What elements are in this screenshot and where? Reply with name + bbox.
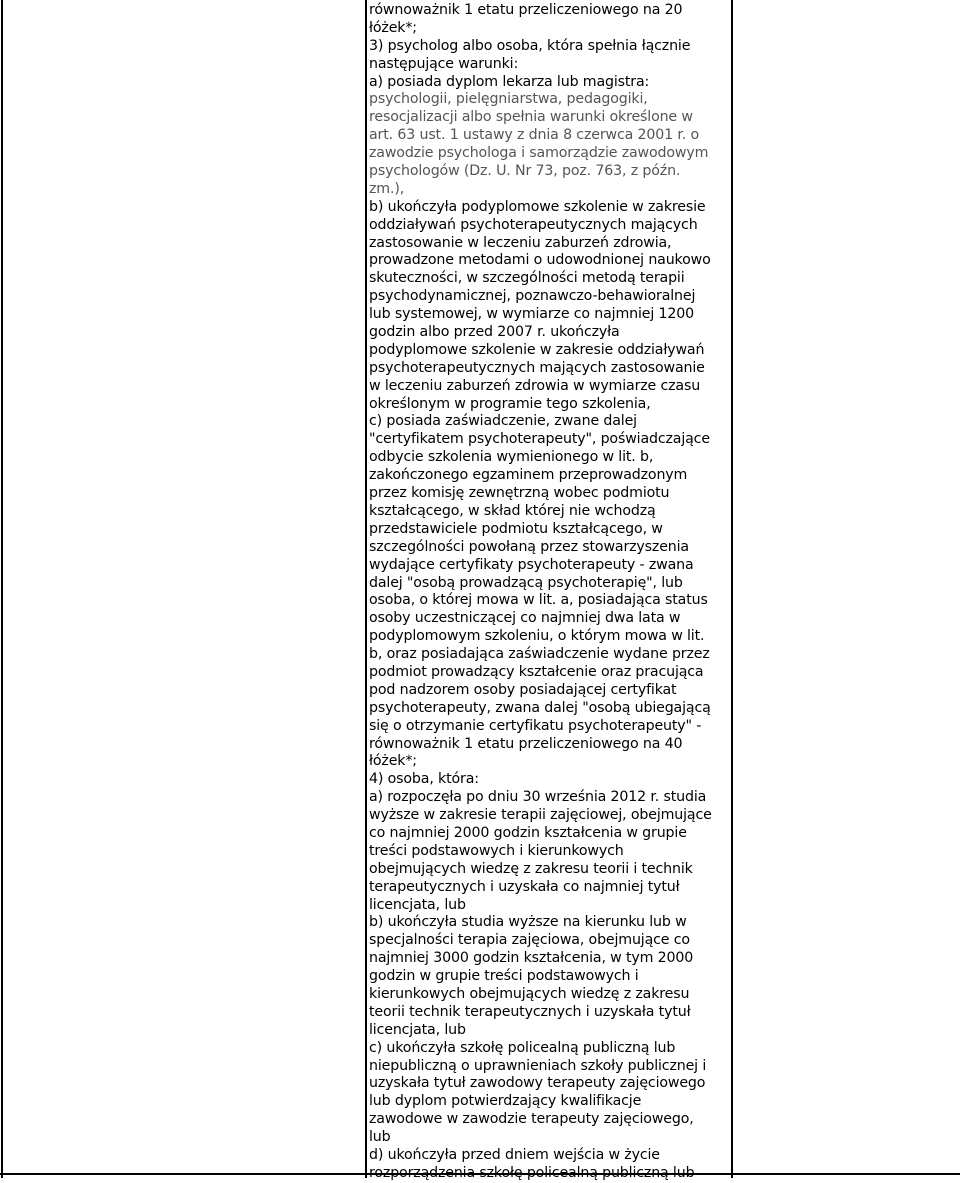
text-line: łóżek*; [369, 753, 417, 770]
text-line: podyplomowym szkoleniu, o którym mowa w lit. [369, 628, 705, 645]
text-line: kształcącego, w skład której nie wchodzą [369, 502, 656, 519]
text-line: terapeutycznych i uzyskała co najmniej tytuł [369, 878, 680, 895]
text-line: oddziaływań psychoterapeutycznych mających [369, 216, 698, 233]
text-line: lub [369, 1129, 391, 1146]
text-line: równoważnik 1 etatu przeliczeniowego na 40 [369, 735, 683, 752]
text-line: zakończonego egzaminem przeprowadzonym [369, 467, 688, 484]
text-line: b) ukończyła podyplomowe szkolenie w zakresie [369, 198, 706, 215]
text-line: 4) osoba, która: [369, 771, 479, 788]
table-border-col2 [731, 0, 733, 1178]
text-line: osoba, o której mowa w lit. a, posiadająca status [369, 592, 708, 609]
text-line: skuteczności, w szczególności metodą terapii [369, 270, 685, 287]
text-line: zm.), [369, 180, 405, 197]
text-line: się o otrzymanie certyfikatu psychoterapeuty" - [369, 717, 702, 734]
text-line: pod nadzorem osoby posiadającej certyfikat [369, 681, 677, 698]
text-line: specjalności terapia zajęciowa, obejmujące co [369, 932, 690, 949]
text-line: psychodynamicznej, poznawczo-behawioralnej [369, 288, 696, 305]
text-line: psychologii, pielęgniarstwa, pedagogiki, [369, 91, 648, 108]
text-line: lub dyplom potwierdzający kwalifikacje [369, 1093, 642, 1110]
text-line: kierunkowych obejmujących wiedzę z zakresu [369, 985, 690, 1002]
text-line: odbycie szkolenia wymienionego w lit. b, [369, 449, 654, 466]
text-line: lub systemowej, w wymiarze co najmniej 1200 [369, 306, 695, 323]
text-line: b) ukończyła studia wyższe na kierunku lub w [369, 914, 687, 931]
text-line: psychoterapeuty, zwana dalej "osobą ubiegającą [369, 699, 711, 716]
text-line: osoby uczestniczącej co najmniej dwa lata w [369, 610, 681, 627]
text-line: d) ukończyła przed dniem wejścia w życie [369, 1147, 660, 1163]
text-line: resocjalizacji albo spełnia warunki określone w [369, 109, 693, 126]
text-line: przedstawiciele podmiotu kształcącego, w [369, 520, 663, 537]
text-line: licencjata, lub [369, 896, 466, 913]
text-line: "certyfikatem psychoterapeuty", poświadczające [369, 431, 710, 448]
text-line: łóżek*; [369, 19, 417, 36]
table-border-left [1, 0, 3, 1178]
text-line: godzin w grupie treści podstawowych i [369, 968, 639, 985]
text-line: najmniej 3000 godzin kształcenia, w tym 2000 [369, 950, 694, 967]
text-line: co najmniej 2000 godzin kształcenia w grupie [369, 824, 687, 841]
text-line: uzyskała tytuł zawodowy terapeuty zajęciowego [369, 1075, 706, 1092]
text-line: 3) psycholog albo osoba, która spełnia łącznie [369, 37, 691, 54]
text-line: a) rozpoczęła po dniu 30 września 2012 r. studia [369, 789, 707, 806]
text-line: zawodowe w zawodzie terapeuty zajęciowego, [369, 1111, 694, 1128]
text-line: psychoterapeutycznych mających zastosowanie [369, 359, 705, 376]
text-line: teorii technik terapeutycznych i uzyskała tytuł [369, 1003, 691, 1020]
text-line: wyższe w zakresie terapii zajęciowej, obejmujące [369, 807, 712, 824]
text-line: licencjata, lub [369, 1021, 466, 1038]
text-line: zastosowanie w leczeniu zaburzeń zdrowia, [369, 234, 672, 251]
text-line: wydające certyfikaty psychoterapeuty - zwana [369, 556, 694, 573]
text-line: przez komisję zewnętrzną wobec podmiotu [369, 485, 670, 502]
text-line: godzin albo przed 2007 r. ukończyła [369, 324, 620, 341]
text-line: prowadzone metodami o udowodnionej naukowo [369, 252, 711, 269]
text-line: podmiot prowadzący kształcenie oraz pracująca [369, 663, 704, 680]
table-border-col1 [365, 0, 367, 1178]
text-line: równoważnik 1 etatu przeliczeniowego na 20 [369, 2, 683, 18]
text-line: dalej "osobą prowadzącą psychoterapię", lub [369, 574, 683, 591]
text-line: określonym w programie tego szkolenia, [369, 395, 651, 412]
text-line: treści podstawowych i kierunkowych [369, 842, 624, 859]
text-line: art. 63 ust. 1 ustawy z dnia 8 czerwca 2001 r. o [369, 127, 700, 144]
text-line: niepubliczną o uprawnieniach szkoły publicznej i [369, 1057, 707, 1074]
text-line: obejmujących wiedzę z zakresu teorii i technik [369, 860, 693, 877]
table-cell-requirements-text [369, 2, 731, 1183]
text-line: zawodzie psychologa i samorządzie zawodowym [369, 145, 709, 162]
text-line: rozporządzenia szkołę policealną publiczną lub [369, 1164, 695, 1181]
text-line: b, oraz posiadająca zaświadczenie wydane przez [369, 646, 710, 663]
text-line: następujące warunki: [369, 55, 519, 72]
text-line: szczególności powołaną przez stowarzyszenia [369, 538, 689, 555]
text-line: c) posiada zaświadczenie, zwane dalej [369, 413, 637, 430]
text-line: a) posiada dyplom lekarza lub magistra: [369, 73, 650, 90]
text-line: c) ukończyła szkołę policealną publiczną lub [369, 1039, 676, 1056]
text-line: psychologów (Dz. U. Nr 73, poz. 763, z późn. [369, 163, 681, 180]
text-line: podyplomowe szkolenie w zakresie oddziaływań [369, 341, 705, 358]
text-line: w leczeniu zaburzeń zdrowia w wymiarze czasu [369, 377, 701, 394]
